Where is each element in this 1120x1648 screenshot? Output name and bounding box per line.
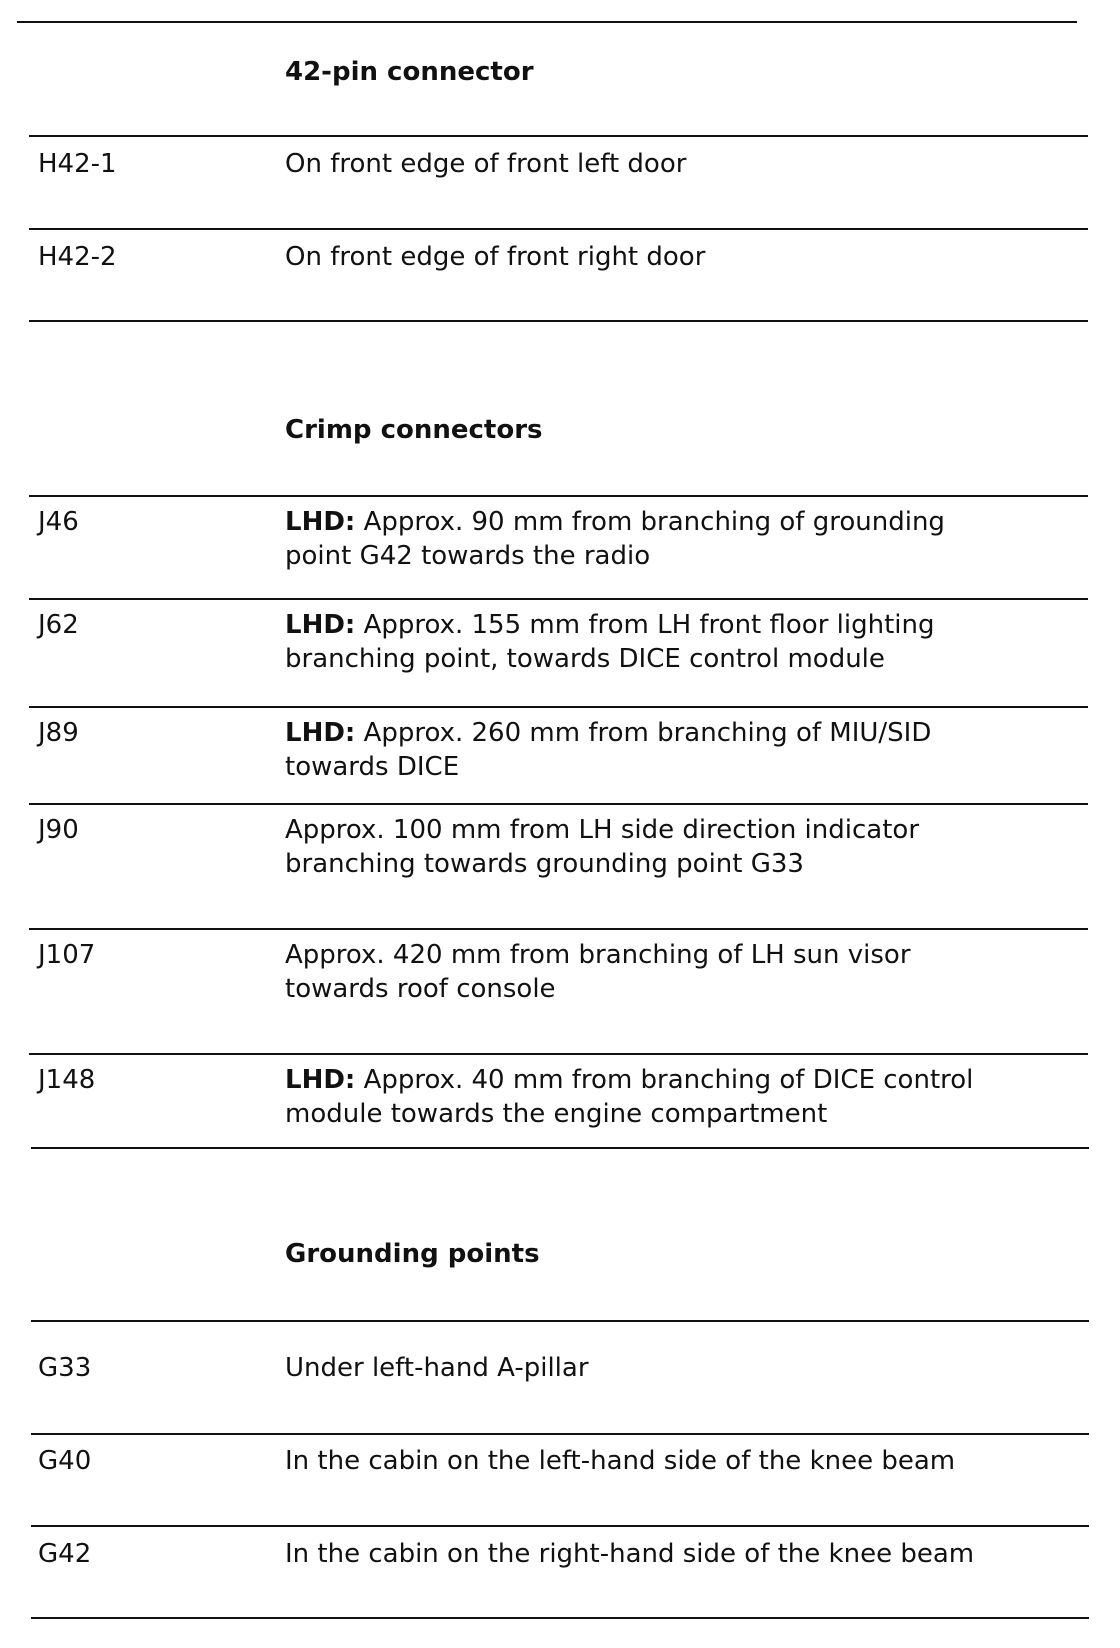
- row-desc-j107-line2: towards roof console: [285, 974, 556, 1004]
- rule-g40: [31, 1525, 1089, 1527]
- row-desc-j89-line2: towards DICE: [285, 752, 460, 782]
- row-desc-line: Approx. 40 mm from branching of DICE control: [355, 1065, 974, 1095]
- row-code-j62: J62: [38, 610, 79, 640]
- row-desc-j90: Approx. 100 mm from LH side direction indicator: [285, 815, 920, 845]
- lhd-label: LHD:: [285, 507, 356, 537]
- row-code-j46: J46: [38, 507, 79, 537]
- section-heading-42-pin-connector: 42-pin connector: [285, 57, 534, 87]
- row-desc-j107: Approx. 420 mm from branching of LH sun visor: [285, 940, 911, 970]
- row-desc-g33: Under left-hand A-pillar: [285, 1353, 589, 1383]
- rule-grounding-header: [31, 1320, 1089, 1322]
- lhd-label: LHD:: [285, 718, 356, 748]
- row-desc-j46-line2: point G42 towards the radio: [285, 541, 651, 571]
- row-code-j89: J89: [38, 718, 79, 748]
- row-desc-j62-line2: branching point, towards DICE control module: [285, 644, 885, 674]
- row-desc-h42-2: On front edge of front right door: [285, 242, 706, 272]
- row-code-g42: G42: [38, 1539, 92, 1569]
- row-code-j148: J148: [38, 1065, 96, 1095]
- rule-j148: [31, 1147, 1089, 1149]
- lhd-label: LHD:: [285, 610, 356, 640]
- row-desc-line: Approx. 260 mm from branching of MIU/SID: [355, 718, 932, 748]
- row-code-j90: J90: [38, 815, 79, 845]
- rule-g33: [31, 1433, 1089, 1435]
- row-desc-g42: In the cabin on the right-hand side of the knee beam: [285, 1539, 975, 1569]
- rule-j107: [29, 1053, 1088, 1055]
- row-desc-h42-1: On front edge of front left door: [285, 149, 687, 179]
- row-code-h42-1: H42-1: [38, 149, 117, 179]
- row-desc-j89: [285, 716, 931, 750]
- rule-j90: [29, 928, 1088, 930]
- rule-h42-1: [29, 228, 1088, 230]
- rule-j62: [29, 706, 1088, 708]
- row-desc-j46: [285, 505, 945, 539]
- row-desc-j62: [285, 608, 935, 642]
- row-desc-line: Approx. 155 mm from LH front floor lighting: [355, 610, 935, 640]
- row-code-g40: G40: [38, 1446, 92, 1476]
- row-code-j107: J107: [38, 940, 96, 970]
- rule-j89: [29, 803, 1088, 805]
- rule-crimp-header: [29, 495, 1088, 497]
- rule-j46: [29, 598, 1088, 600]
- row-desc-j90-line2: branching towards grounding point G33: [285, 849, 804, 879]
- row-desc-j148-line2: module towards the engine compartment: [285, 1099, 828, 1129]
- rule-42pin-header: [29, 135, 1088, 137]
- rule-g42: [31, 1617, 1089, 1619]
- row-desc-line: Approx. 90 mm from branching of grounding: [355, 507, 945, 537]
- lhd-label: LHD:: [285, 1065, 356, 1095]
- row-desc-g40: In the cabin on the left-hand side of the knee beam: [285, 1446, 956, 1476]
- rule-h42-2: [29, 320, 1088, 322]
- row-code-g33: G33: [38, 1353, 92, 1383]
- row-code-h42-2: H42-2: [38, 242, 117, 272]
- row-desc-j148: [285, 1063, 973, 1097]
- section-heading-grounding-points: Grounding points: [285, 1239, 540, 1269]
- section-heading-crimp-connectors: Crimp connectors: [285, 415, 543, 445]
- rule-top: [17, 21, 1077, 23]
